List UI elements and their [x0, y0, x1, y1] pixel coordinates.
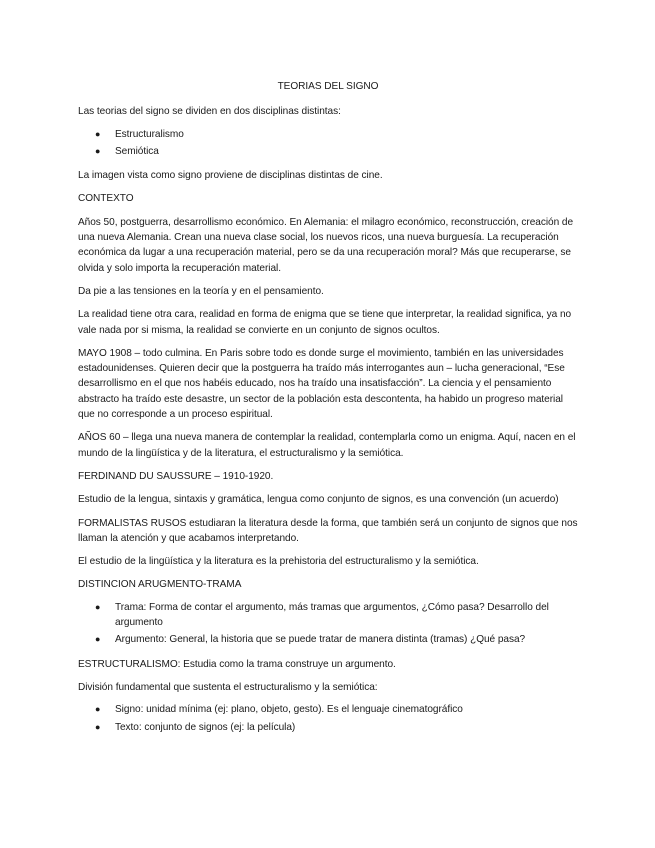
list-item	[78, 720, 578, 735]
list-item	[78, 632, 578, 647]
tensiones-paragraph: Da pie a las tensiones en la teoría y en el pensamiento.	[78, 285, 324, 297]
lengua-paragraph: Estudio de la lengua, sintaxis y gramática, lengua como conjunto de signos, es una convención (un acuerdo)	[78, 494, 559, 506]
formalistas-paragraph: FORMALISTAS RUSOS estudiaran la literatura desde la forma, que también será un conjunto de signos que nos llaman la atención y que acabamos interpretando.	[78, 517, 578, 544]
list-item-text: Trama: Forma de contar el argumento, más tramas que argumentos, ¿Cómo pasa? Desarrollo del argumento	[115, 601, 549, 629]
disciplines-list	[78, 127, 578, 160]
distincion-heading: DISTINCION ARUGMENTO-TRAMA	[78, 579, 242, 591]
bullet-icon: ●	[95, 721, 101, 732]
distincion-list	[78, 600, 578, 648]
intro-paragraph: Las teorias del signo se dividen en dos disciplinas distintas:	[78, 106, 341, 118]
list-item	[78, 600, 578, 631]
document-body	[78, 79, 578, 744]
bullet-icon: ●	[95, 128, 101, 139]
prehistoria-paragraph: El estudio de la lingüística y la literatura es la prehistoria del estructuralismo y la semiótica.	[78, 556, 479, 568]
list-item	[78, 144, 578, 159]
estructuralismo-paragraph: ESTRUCTURALISMO: Estudia como la trama construye un argumento.	[78, 658, 396, 670]
anos50-paragraph: Años 50, postguerra, desarrollismo económico. En Alemania: el milagro económico, reconstrucción, creación de una nueva Alemania. Crean una nueva clase social, los nuevos ricos, una nueva burguesía. La recuperación económica da lugar a una recuperación material, pero se da una recuperación moral? Más que recuperarse, se olvida y solo importa la recuperación material.	[78, 216, 574, 274]
list-item-text: Argumento: General, la historia que se puede tratar de manera distinta (tramas) ¿Qué pasa?	[115, 634, 526, 646]
division-list	[78, 702, 578, 735]
bullet-icon: ●	[95, 145, 101, 156]
context-heading: CONTEXTO	[78, 193, 134, 205]
bullet-icon: ●	[95, 704, 101, 715]
bullet-icon: ●	[95, 634, 101, 645]
page-title: TEORIAS DEL SIGNO	[277, 81, 379, 92]
list-item	[78, 127, 578, 142]
image-sentence-paragraph: La imagen vista como signo proviene de disciplinas distintas de cine.	[78, 170, 383, 182]
list-item-text: Texto: conjunto de signos (ej: la película)	[115, 721, 296, 733]
realidad-paragraph: La realidad tiene otra cara, realidad en forma de enigma que se tiene que interpretar, la realidad significa, ya no vale nada por si misma, la realidad se convierte en un conjunto de signos ocultos.	[78, 309, 572, 336]
division-paragraph: División fundamental que sustenta el estructuralismo y la semiótica:	[78, 681, 378, 693]
mayo-paragraph: MAYO 1908 – todo culmina. En Paris sobre todo es donde surge el movimiento, también en las universidades estadounidenses. Quieren decir que la postguerra ha traído más interrogantes aun – lucha generacional, “Ese desarrollismo en el que nos habéis educado, nos ha traído una insatisfacción”. La ciencia y el pensamiento abstracto ha traído este desastre, un sector de la población esta descontenta, ha habido un progreso material que no corresponde a un proceso espiritual.	[78, 347, 565, 421]
bullet-icon: ●	[95, 601, 101, 612]
list-item-text: Signo: unidad mínima (ej: plano, objeto, gesto). Es el lenguaje cinematográfico	[115, 704, 463, 716]
anos60-paragraph: AÑOS 60 – llega una nueva manera de contemplar la realidad, contemplarla como un enigma. Aquí, nacen en el mundo de la lingüística y de la literatura, el estructuralismo y la semiótica.	[78, 432, 576, 459]
list-item	[78, 702, 578, 717]
saussure-heading: FERDINAND DU SAUSSURE – 1910-1920.	[78, 470, 274, 482]
list-item-text: Estructuralismo	[115, 128, 184, 140]
list-item-text: Semiótica	[115, 145, 159, 157]
